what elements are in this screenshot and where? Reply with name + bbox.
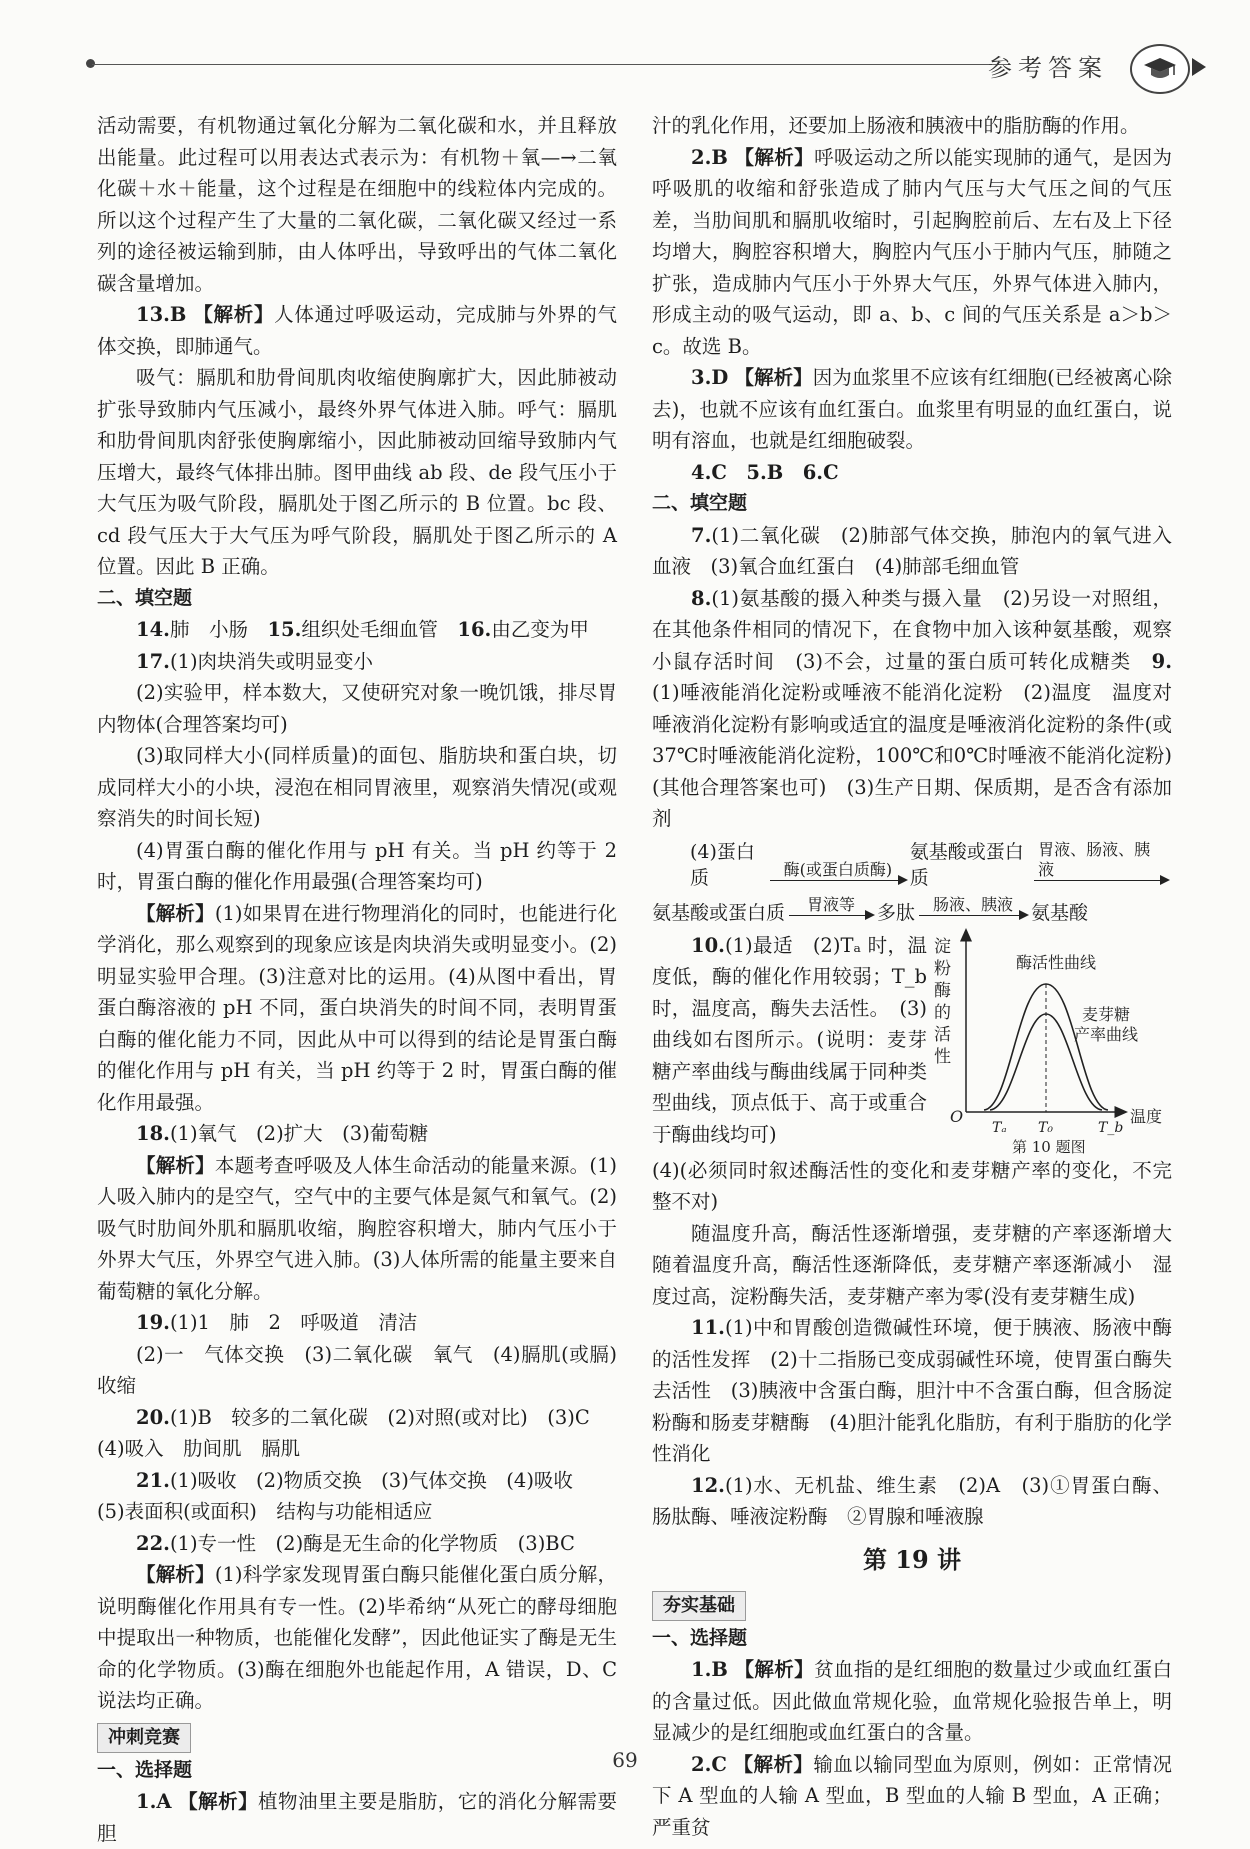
answer-7: 7.(1)二氧化碳 (2)肺部气体交换，肺泡内的氧气进入血液 (3)氧合血红蛋白 (4)肺部毛细血管 [652, 523, 1172, 578]
flow-node: 氨基酸 [1031, 901, 1089, 924]
svg-text:粉: 粉 [934, 958, 951, 979]
answer-b1: 1.B 【解析】贫血指的是红细胞的数量过少或血红蛋白的含量过低。因此做血常规化验，血常规化验报告单上，明显减少的是红细胞或血红蛋白的含量。 [652, 1658, 1172, 1744]
flow-node: 氨基酸或蛋白质 [909, 840, 1024, 889]
svg-text:酶: 酶 [934, 980, 951, 1001]
flow-node: 氨基酸或蛋白质 [652, 901, 786, 924]
tick-t0: T₀ [1038, 1119, 1053, 1136]
answer-10-4-detail: 随温度升高，酶活性逐渐增强，麦芽糖的产率逐渐增大 随着温度升高，酶活性逐渐降低，麦芽糖产率逐渐减小 湿度过高，淀粉酶失活，麦芽糖产率为零(没有麦芽糖生成) [652, 1221, 1192, 1308]
answer-22: 22.(1)专一性 (2)酶是无生命的化学物质 (3)BC [136, 1531, 575, 1555]
answer-13-detail: 吸气：膈肌和肋骨间肌肉收缩使胸廓扩大，因此肺被动扩张导致肺内气压减小，最终外界气体进入肺。呼气：膈肌和肋骨间肌肉舒张使胸廓缩小，因此肺被动回缩导致肺内气压增大，最终气体排出肺。图甲曲线 ab 段、de 段气压小于大气压为吸气阶段，膈肌处于图乙所示的 B 位置。bc 段、cd 段气压大于大气压为呼气阶段，膈肌处于图乙所示的 A 位置。因此 B 正确。 [97, 366, 617, 578]
curve-label-enzyme: 酶活性曲线 [1016, 952, 1097, 972]
answer-17-4: (4)胃蛋白酶的催化作用与 pH 有关。当 pH 约等于 2 时，胃蛋白酶的催化作用最强(合理答案均可) [97, 838, 617, 893]
section-heading: 一、选择题 [97, 1758, 193, 1781]
flow-arrow: 肠液、胰液 [919, 895, 1027, 926]
answer-10-4: (4)(必须同时叙述酶活性的变化和麦芽糖产率的变化，不完整不对) [652, 1158, 1172, 1213]
answer-17-2: (2)实验甲，样本数大，又使研究对象一晚饥饿，排尽胃内物体(合理答案均可) [97, 681, 617, 736]
section-heading: 一、选择题 [652, 1626, 748, 1649]
x-axis-label: 温度 [1130, 1106, 1163, 1126]
page-number: 69 [612, 1748, 638, 1772]
answer-8-9: 8.(1)氨基酸的摄入种类与摄入量 (2)另设一对照组，在其他条件相同的情况下，在食物中加入该种氨基酸，观察小鼠存活时间 (3)不会，过量的蛋白质可转化成糖类 9.(1)唾液能消化淀粉或唾液不能消化淀粉 (2)温度 温度对唾液消化淀粉有影响或适宜的温度是唾液消化淀粉的条件(或37℃时唾液能消化淀粉，100℃和0℃时唾液不能消化淀粉)(其他合理答案也可) (3)生产日期、保质期，是否含有添加剂 [652, 586, 1172, 830]
paragraph: 汁的乳化作用，还要加上肠液和胰液中的脂肪酶的作用。 [652, 114, 1140, 137]
tick-ta: Tₐ [992, 1119, 1007, 1136]
answer-19-2: (2)一 气体交换 (3)二氧化碳 氧气 (4)膈肌(或膈) 收缩 [97, 1342, 637, 1397]
answer-17-1: 17.(1)肉块消失或明显变小 [136, 649, 374, 673]
answer-11: 11.(1)中和胃酸创造微碱性环境，便于胰液、肠液中酶的活性发挥 (2)十二指肠已变成弱碱性环境，使胃蛋白酶失去活性 (3)胰液中含蛋白酶，胆汁中不含蛋白酶，但含肠淀粉酶和肠麦芽糖酶 (4)胆汁能乳化脂肪，有利于脂肪的化学性消化 [652, 1316, 1172, 1465]
answer-18-analysis: 【解析】本题考查呼吸及人体生命活动的能量来源。(1)人吸入肺内的是空气，空气中的主要气体是氮气和氧气。(2)吸气时肋间外肌和膈肌收缩，胸腔容积增大，肺内气压小于外界大气压，外界空气进入肺。(3)人体所需的能量主要来自葡萄糖的氧化分解。 [97, 1153, 617, 1303]
curve-label-maltose-2: 产率曲线 [1074, 1024, 1139, 1044]
answer-10: 10.(1)最适 (2)Tₐ 时，温度低，酶的催化作用较弱；T_b 时，温度高，酶失去活性。 (3)曲线如右图所示。(说明：麦芽糖产率曲线与酶曲线属于同种类型曲线，顶点低于、高于或重合于酶曲线均可) [652, 933, 927, 1146]
answer-2: 2.B 【解析】呼吸运动之所以能实现肺的通气，是因为呼吸肌的收缩和舒张造成了肺内气压与大气压之间的气压差，当肋间肌和膈肌收缩时，引起胸腔前后、左右及上下径均增大，胸腔容积增大，胸腔内气压小于肺内气压，肺随之扩张，造成肺内气压小于外界大气压，外界气体进入肺内，形成主动的吸气运动，即 a、b、c 间的气压关系是 a＞b＞c。故选 B。 [652, 145, 1172, 358]
origin-label: O [950, 1106, 964, 1126]
answer-13: 13.B 【解析】人体通过呼吸运动，完成肺与外界的气体交换，即肺通气。 [97, 303, 617, 358]
answer-21-2: (5)表面积(或面积) 结构与功能相适应 [97, 1500, 433, 1523]
enzyme-curve-figure [932, 922, 1172, 1154]
answer-17-analysis: 【解析】(1)如果胃在进行物理消化的同时，也能进行化学消化，那么观察到的现象应该是肉块消失或明显变小。(2)明显实验甲合理。(3)注意对比的运用。(4)从图中看出，胃蛋白酶溶液的 pH 不同，蛋白块消失的时间不同，表明胃蛋白酶的催化能力不同，因此从中可以得到的结论是胃蛋白酶的催化作用与 pH 有关，当 pH 约等于 2 时，胃蛋白酶的催化作用最强。 [97, 901, 617, 1114]
answer-17-3: (3)取同样大小(同样质量)的面包、脂肪块和蛋白块，切成同样大小的小块，浸泡在相同胃液里，观察消失情况(或观察消失的时间长短) [97, 744, 617, 830]
answer-3: 3.D 【解析】因为血浆里不应该有红细胞(已经被离心除去)，也就不应该有血红蛋白。血浆里有明显的血红蛋白，说明有溶血，也就是红细胞破裂。 [652, 366, 1172, 452]
answer-12: 12.(1)水、无机盐、维生素 (2)A (3)①胃蛋白酶、肠肽酶、唾液淀粉酶 ②胃腺和唾液腺 [652, 1473, 1172, 1528]
answer-4-6: 4.C 5.B 6.C [691, 460, 839, 484]
section-box-sprint: 冲刺竞赛 [97, 1723, 191, 1753]
answer-22-analysis: 【解析】(1)科学家发现胃蛋白酶只能催化蛋白质分解，说明酶催化作用具有专一性。(2)毕希纳“从死亡的酵母细胞中提取出一种物质，也能催化发酵”，因此他证实了酶是无生命的化学物质。(3)酶在细胞外也能起作用，A 错误，D、C 说法均正确。 [97, 1563, 617, 1712]
figure-caption: 第 10 题图 [1012, 1137, 1086, 1154]
flow-node: (4)蛋白质 [690, 840, 755, 889]
answer-10-block [652, 930, 1172, 1155]
answer-20-2: (4)吸入 肋间肌 膈肌 [97, 1437, 301, 1460]
flow-arrow: 胃液、肠液、胰液 [1034, 840, 1168, 891]
flow-node: 多肽 [877, 901, 916, 924]
flow-arrow: 酶(或蛋白质酶) [770, 860, 906, 891]
answer-21-1: 21.(1)吸收 (2)物质交换 (3)气体交换 (4)吸收 [136, 1468, 573, 1492]
svg-text:活: 活 [934, 1024, 951, 1045]
header-rule [92, 64, 992, 65]
y-axis-label [934, 937, 951, 1067]
answer-19-1: 19.(1)1 肺 2 呼吸道 清洁 [136, 1311, 418, 1334]
svg-text:淀: 淀 [934, 936, 951, 957]
section-heading: 二、填空题 [97, 586, 193, 609]
lecture-title: 第 19 讲 [862, 1544, 962, 1574]
paragraph: 活动需要，有机物通过氧化分解为二氧化碳和水，并且释放出能量。此过程可以用表达式表示为：有机物＋氧—→二氧化碳＋水＋能量，这个过程是在细胞中的线粒体内完成的。所以这个过程产生了大量的二氧化碳，二氧化碳又经过一系列的途径被运输到肺，由人体呼出，导致呼出的气体二氧化碳含量增加。 [97, 114, 617, 295]
curve-label-maltose: 麦芽糖 [1082, 1004, 1131, 1024]
answer-14-16: 14.肺 小肠 15.组织处毛细血管 16.由乙变为甲 [136, 618, 589, 641]
right-column [652, 110, 1192, 1843]
answer-1: 1.A 【解析】植物油里主要是脂肪，它的消化分解需要胆 [97, 1790, 617, 1845]
section-box-foundation: 夯实基础 [652, 1591, 746, 1621]
flow-arrow: 胃液等 [789, 895, 873, 926]
header-title: 参考答案 [988, 54, 1108, 82]
svg-text:性: 性 [934, 1046, 951, 1067]
answer-b2: 2.C 【解析】输血以输同型血为原则，例如：正常情况下 A 型血的人输 A 型血，B 型血的人输 B 型血，A 正确；严重贫 [652, 1752, 1172, 1839]
answer-20-1: 20.(1)B 较多的二氧化碳 (2)对照(或对比) (3)C [136, 1405, 590, 1429]
header-arrow-icon [1192, 58, 1206, 76]
graduation-cap-icon [1130, 44, 1190, 94]
section-heading: 二、填空题 [652, 492, 748, 514]
answer-18: 18.(1)氧气 (2)扩大 (3)葡萄糖 [136, 1122, 429, 1145]
tick-tb: T_b [1098, 1119, 1124, 1136]
svg-text:的: 的 [934, 1002, 951, 1023]
flow-diagram-1 [652, 839, 1172, 891]
